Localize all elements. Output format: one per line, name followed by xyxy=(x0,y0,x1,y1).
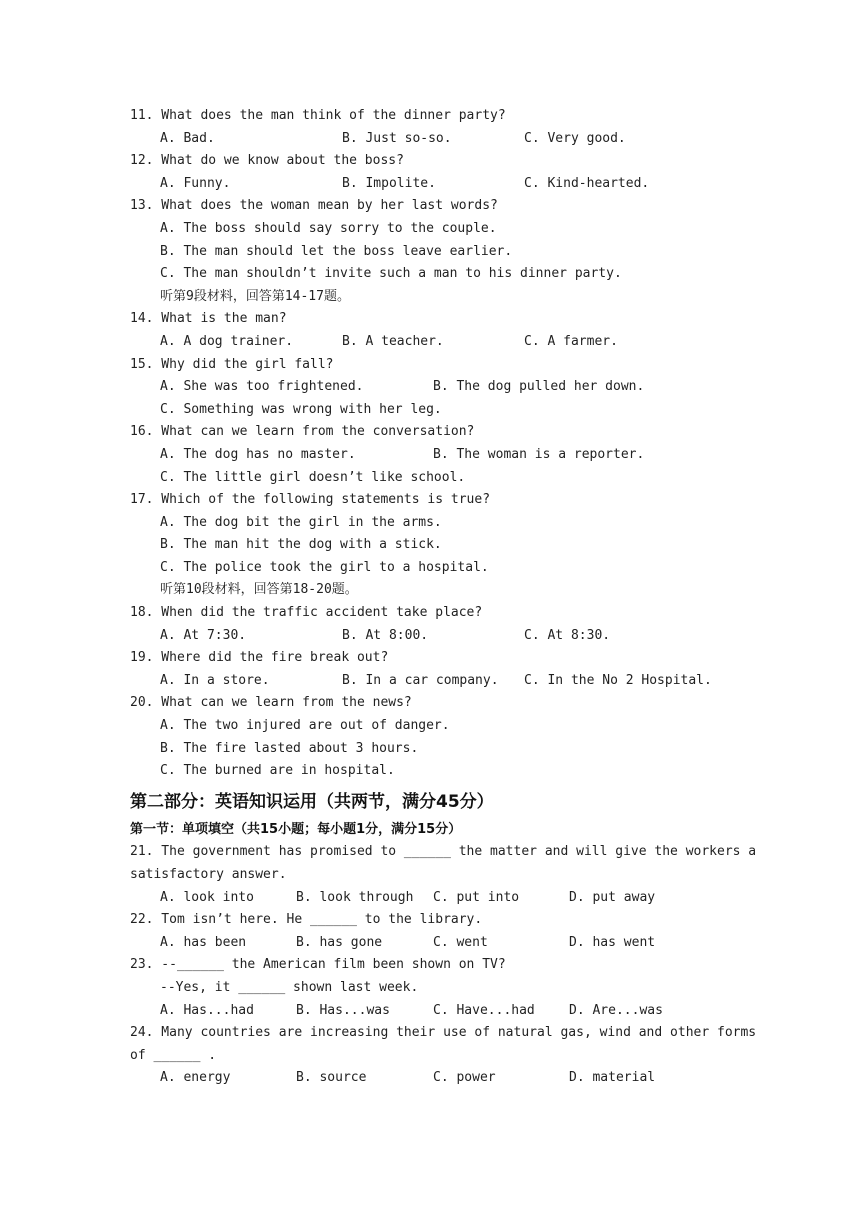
q15-option-a: A. She was too frightened. xyxy=(160,379,364,395)
question-15-options-ab xyxy=(130,376,740,399)
q24-option-d: D. material xyxy=(569,1070,656,1086)
q15-option-c: C. Something was wrong with her leg. xyxy=(160,401,442,417)
q23-option-b: B. Has...was xyxy=(296,1002,390,1018)
question-16-options-ab xyxy=(130,444,740,467)
q20-option-a: A. The two injured are out of danger. xyxy=(160,718,450,734)
q23-option-a: A. Has...had xyxy=(160,1002,254,1018)
question-24-options xyxy=(130,1067,740,1090)
q18-option-b: B. At 8:00. xyxy=(342,627,429,643)
question-23-options xyxy=(130,1000,740,1023)
q13-option-b: B. The man should let the boss leave earlier. xyxy=(160,243,513,259)
question-17-stem: 17. Which of the following statements is true? xyxy=(130,492,491,508)
listening-note-10: 听第10段材料，回答第18-20题。 xyxy=(160,582,358,598)
q16-option-b: B. The woman is a reporter. xyxy=(433,446,645,462)
q19-option-a: A. In a store. xyxy=(160,672,270,688)
q23-option-c: C. Have...had xyxy=(433,1002,535,1018)
q18-option-c: C. At 8:30. xyxy=(524,627,611,643)
question-21-stem-line1: 21. The government has promised to ______ the matter and will give the workers a xyxy=(130,844,757,860)
question-18-options xyxy=(130,625,740,648)
q24-option-b: B. source xyxy=(296,1070,367,1086)
part-two-title: 第二部分：英语知识运用（共两节，满分45分） xyxy=(130,791,494,812)
question-13-stem: 13. What does the woman mean by her last words? xyxy=(130,198,498,214)
q21-option-c: C. put into xyxy=(433,889,520,905)
q21-option-b: B. look through xyxy=(296,889,414,905)
q13-option-a: A. The boss should say sorry to the couple. xyxy=(160,220,497,236)
q24-option-c: C. power xyxy=(433,1070,496,1086)
q12-option-c: C. Kind-hearted. xyxy=(524,175,650,191)
question-12-options xyxy=(130,173,740,196)
q13-option-c: C. The man shouldn’t invite such a man to his dinner party. xyxy=(160,266,622,282)
q23-option-d: D. Are...was xyxy=(569,1002,663,1018)
q22-option-c: C. went xyxy=(433,934,488,950)
listening-note-9: 听第9段材料，回答第14-17题。 xyxy=(160,288,350,304)
q15-option-b: B. The dog pulled her down. xyxy=(433,379,645,395)
q14-option-a: A. A dog trainer. xyxy=(160,333,294,349)
q17-option-b: B. The man hit the dog with a stick. xyxy=(160,537,442,553)
question-24-stem-line2: of ______ . xyxy=(130,1047,217,1063)
q11-option-c: C. Very good. xyxy=(524,130,626,146)
question-23-stem-line2: --Yes, it ______ shown last week. xyxy=(160,979,419,995)
q11-option-a: A. Bad. xyxy=(160,130,215,146)
question-22-options xyxy=(130,932,740,955)
q20-option-c: C. The burned are in hospital. xyxy=(160,763,395,779)
question-19-options xyxy=(130,670,740,693)
q11-option-b: B. Just so-so. xyxy=(342,130,452,146)
question-21-stem-line2: satisfactory answer. xyxy=(130,867,287,882)
question-23-stem-line1: 23. --______ the American film been shown on TV? xyxy=(130,957,506,973)
q21-option-a: A. look into xyxy=(160,889,254,905)
q16-option-c: C. The little girl doesn’t like school. xyxy=(160,469,466,485)
q22-option-a: A. has been xyxy=(160,934,247,950)
q14-option-b: B. A teacher. xyxy=(342,333,444,349)
question-11-options xyxy=(130,128,740,151)
question-22-stem: 22. Tom isn’t here. He ______ to the library. xyxy=(130,912,483,928)
question-19-stem: 19. Where did the fire break out? xyxy=(130,650,389,666)
q22-option-d: D. has went xyxy=(569,934,656,950)
q20-option-b: B. The fire lasted about 3 hours. xyxy=(160,740,419,756)
q14-option-c: C. A farmer. xyxy=(524,333,618,349)
question-16-stem: 16. What can we learn from the conversation? xyxy=(130,424,475,440)
question-15-stem: 15. Why did the girl fall? xyxy=(130,356,334,372)
q22-option-b: B. has gone xyxy=(296,934,383,950)
q24-option-a: A. energy xyxy=(160,1070,231,1086)
q12-option-a: A. Funny. xyxy=(160,175,231,191)
question-11-stem: 11. What does the man think of the dinner party? xyxy=(130,108,506,123)
q21-option-d: D. put away xyxy=(569,889,656,905)
q12-option-b: B. Impolite. xyxy=(342,175,436,191)
question-12-stem: 12. What do we know about the boss? xyxy=(130,153,404,169)
question-18-stem: 18. When did the traffic accident take place? xyxy=(130,605,483,621)
question-14-stem: 14. What is the man? xyxy=(130,311,287,327)
q19-option-b: B. In a car company. xyxy=(342,672,499,688)
section-one-title: 第一节：单项填空（共15小题；每小题1分，满分15分） xyxy=(130,821,462,837)
q19-option-c: C. In the No 2 Hospital. xyxy=(524,672,712,688)
q17-option-a: A. The dog bit the girl in the arms. xyxy=(160,514,442,530)
q18-option-a: A. At 7:30. xyxy=(160,627,247,643)
q16-option-a: A. The dog has no master. xyxy=(160,446,356,462)
q17-option-c: C. The police took the girl to a hospital. xyxy=(160,559,489,575)
question-14-options xyxy=(130,331,740,354)
question-24-stem-line1: 24. Many countries are increasing their use of natural gas, wind and other forms xyxy=(130,1025,757,1041)
question-20-stem: 20. What can we learn from the news? xyxy=(130,695,412,711)
exam-content xyxy=(130,105,757,1090)
question-21-options xyxy=(130,887,740,910)
